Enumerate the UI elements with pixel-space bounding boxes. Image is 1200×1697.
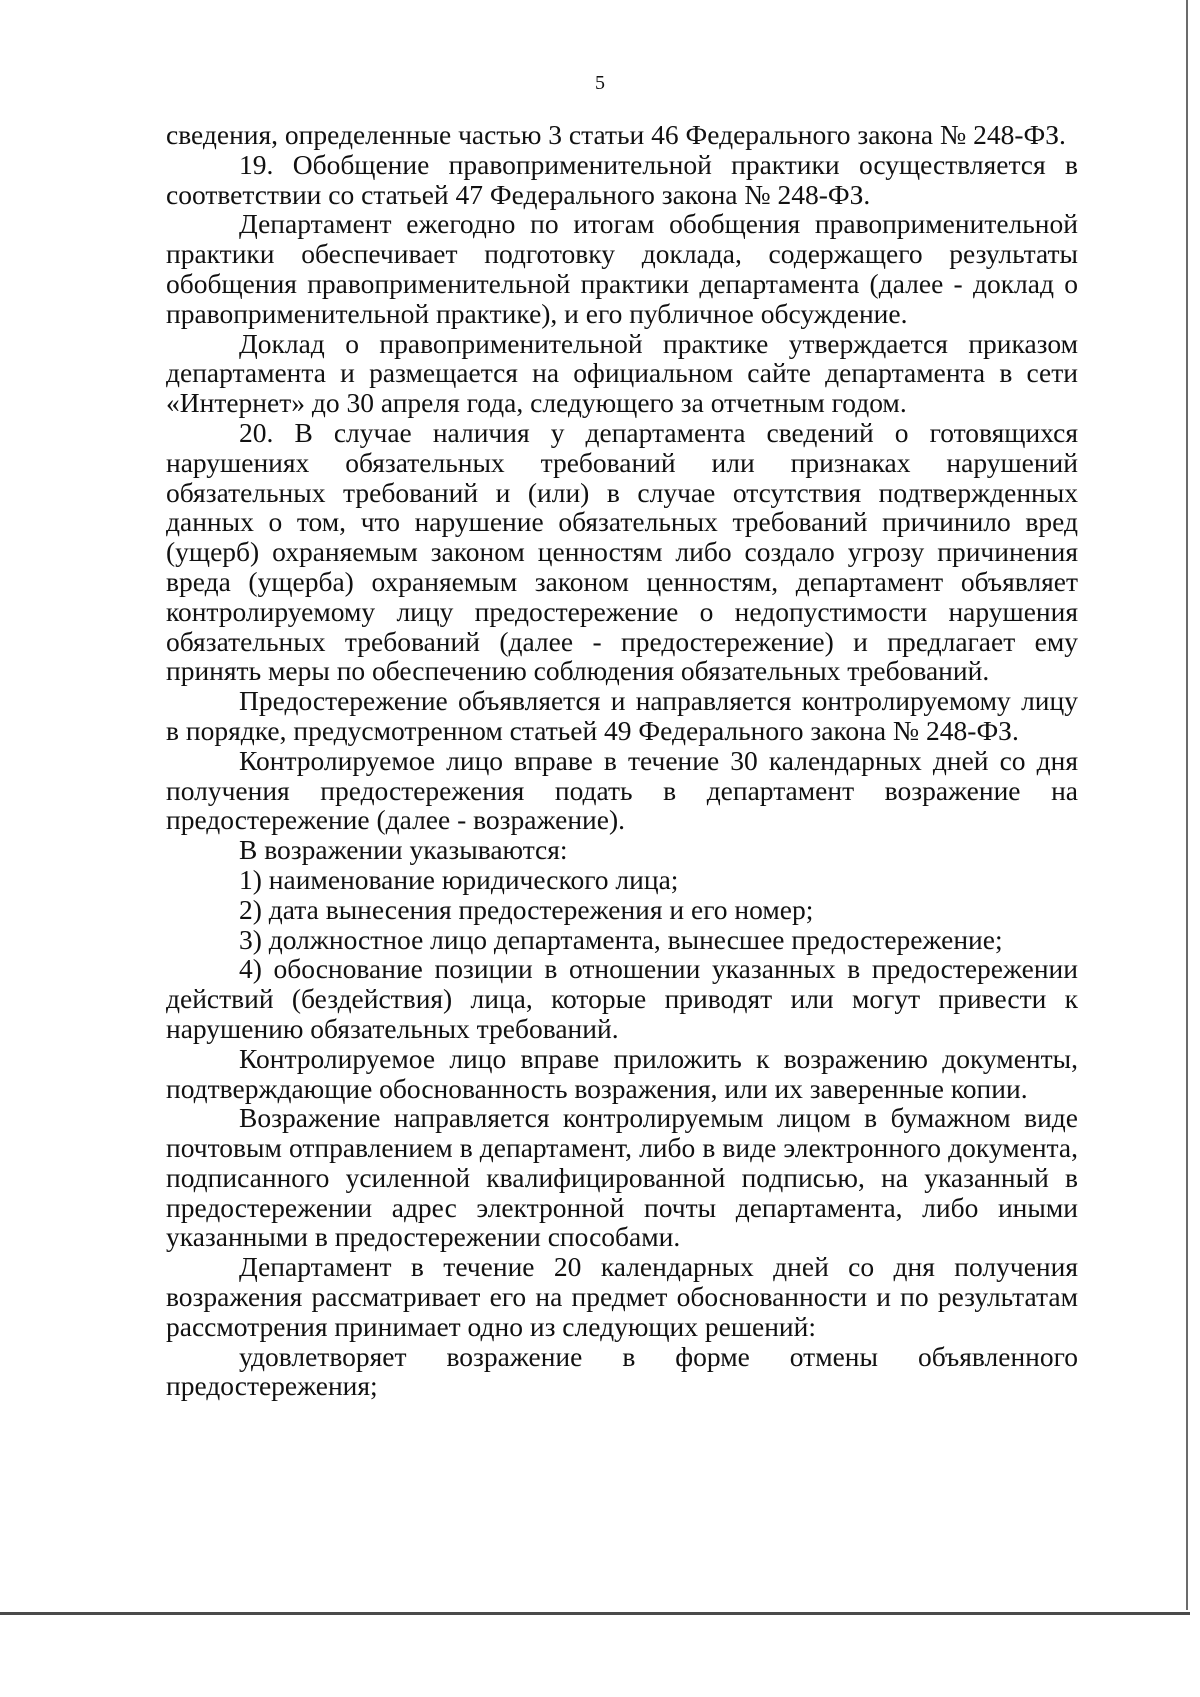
list-item-4: 4) обоснование позиции в отношении указанных в предостережении действий (бездействия) лица, которые приводят или могут привести к нарушению обязательных требований. <box>166 953 1078 1044</box>
paragraph-objection-sending: Возражение направляется контролируемым лицом в бумажном виде почтовым отправлением в департамент, либо в виде электронного документа, подписанного усиленной квалифицированной подписью, на указанный в предостережении адрес электронной почты департамента, либо иными указанными в предостережении способами. <box>166 1102 1078 1253</box>
paragraph-decision-satisfy: удовлетворяет возражение в форме отмены объявленного предостережения; <box>166 1340 1078 1402</box>
paragraph-objection-contents: В возражении указываются: <box>239 834 568 866</box>
list-item-1: 1) наименование юридического лица; <box>239 863 679 895</box>
list-item-3: 3) должностное лицо департамента, вынесшее предостережение; <box>239 923 1003 955</box>
scan-edge-right <box>1186 0 1188 1610</box>
page-number: 5 <box>595 72 605 94</box>
paragraph-objection-right: Контролируемое лицо вправе в течение 30 календарных дней со дня получения предостережения подать в департамент возражение на предостережение (далее - возражение). <box>166 744 1078 836</box>
paragraph-continuation: сведения, определенные частью 3 статьи 46 Федерального закона № 248-ФЗ. <box>166 119 1066 150</box>
paragraph-attachments: Контролируемое лицо вправе приложить к возражению документы, подтверждающие обоснованность возражения, или их заверенные копии. <box>166 1042 1078 1104</box>
paragraph-objection-review: Департамент в течение 20 календарных дней со дня получения возражения рассматривает его на предмет обоснованности и по результатам рассмотрения принимает одно из следующих решений: <box>166 1251 1078 1342</box>
scan-edge-bottom <box>0 1612 1190 1615</box>
paragraph-report-approval: Доклад о правоприменительной практике утверждается приказом департамента и размещается на официальном сайте департамента в сети «Интернет» до 30 апреля года, следующего за отчетным годом. <box>166 327 1078 419</box>
paragraph-warning-delivery: Предостережение объявляется и направляется контролируемому лицу в порядке, предусмотренном статьей 49 Федерального закона № 248-ФЗ. <box>166 685 1078 746</box>
paragraph-item-19: 19. Обобщение правоприменительной практики осуществляется в соответствии со статьей 47 Федерального закона № 248-ФЗ. <box>166 148 1078 210</box>
document-body <box>166 120 1078 1401</box>
paragraph-annual-report: Департамент ежегодно по итогам обобщения правоприменительной практики обеспечивает подготовку доклада, содержащего результаты обобщения правоприменительной практики департамента (далее - доклад о правоприменительной практике), и его публичное обсуждение. <box>166 208 1078 329</box>
list-item-2: 2) дата вынесения предостережения и его номер; <box>239 893 814 925</box>
paragraph-item-20: 20. В случае наличия у департамента сведений о готовящихся нарушениях обязательных требований или признаках нарушений обязательных требований и (или) в случае отсутствия подтвержденных данных о том, что нарушение обязательных требований причинило вред (ущерб) охраняемым законом ценностям либо создало угрозу причинения вреда (ущерба) охраняемым законом ценностям, департамент объявляет контролируемому лицу предостережение о недопустимости нарушения обязательных требований (далее - предостережение) и предлагает ему принять меры по обеспечению соблюдения обязательных требований. <box>166 416 1078 687</box>
